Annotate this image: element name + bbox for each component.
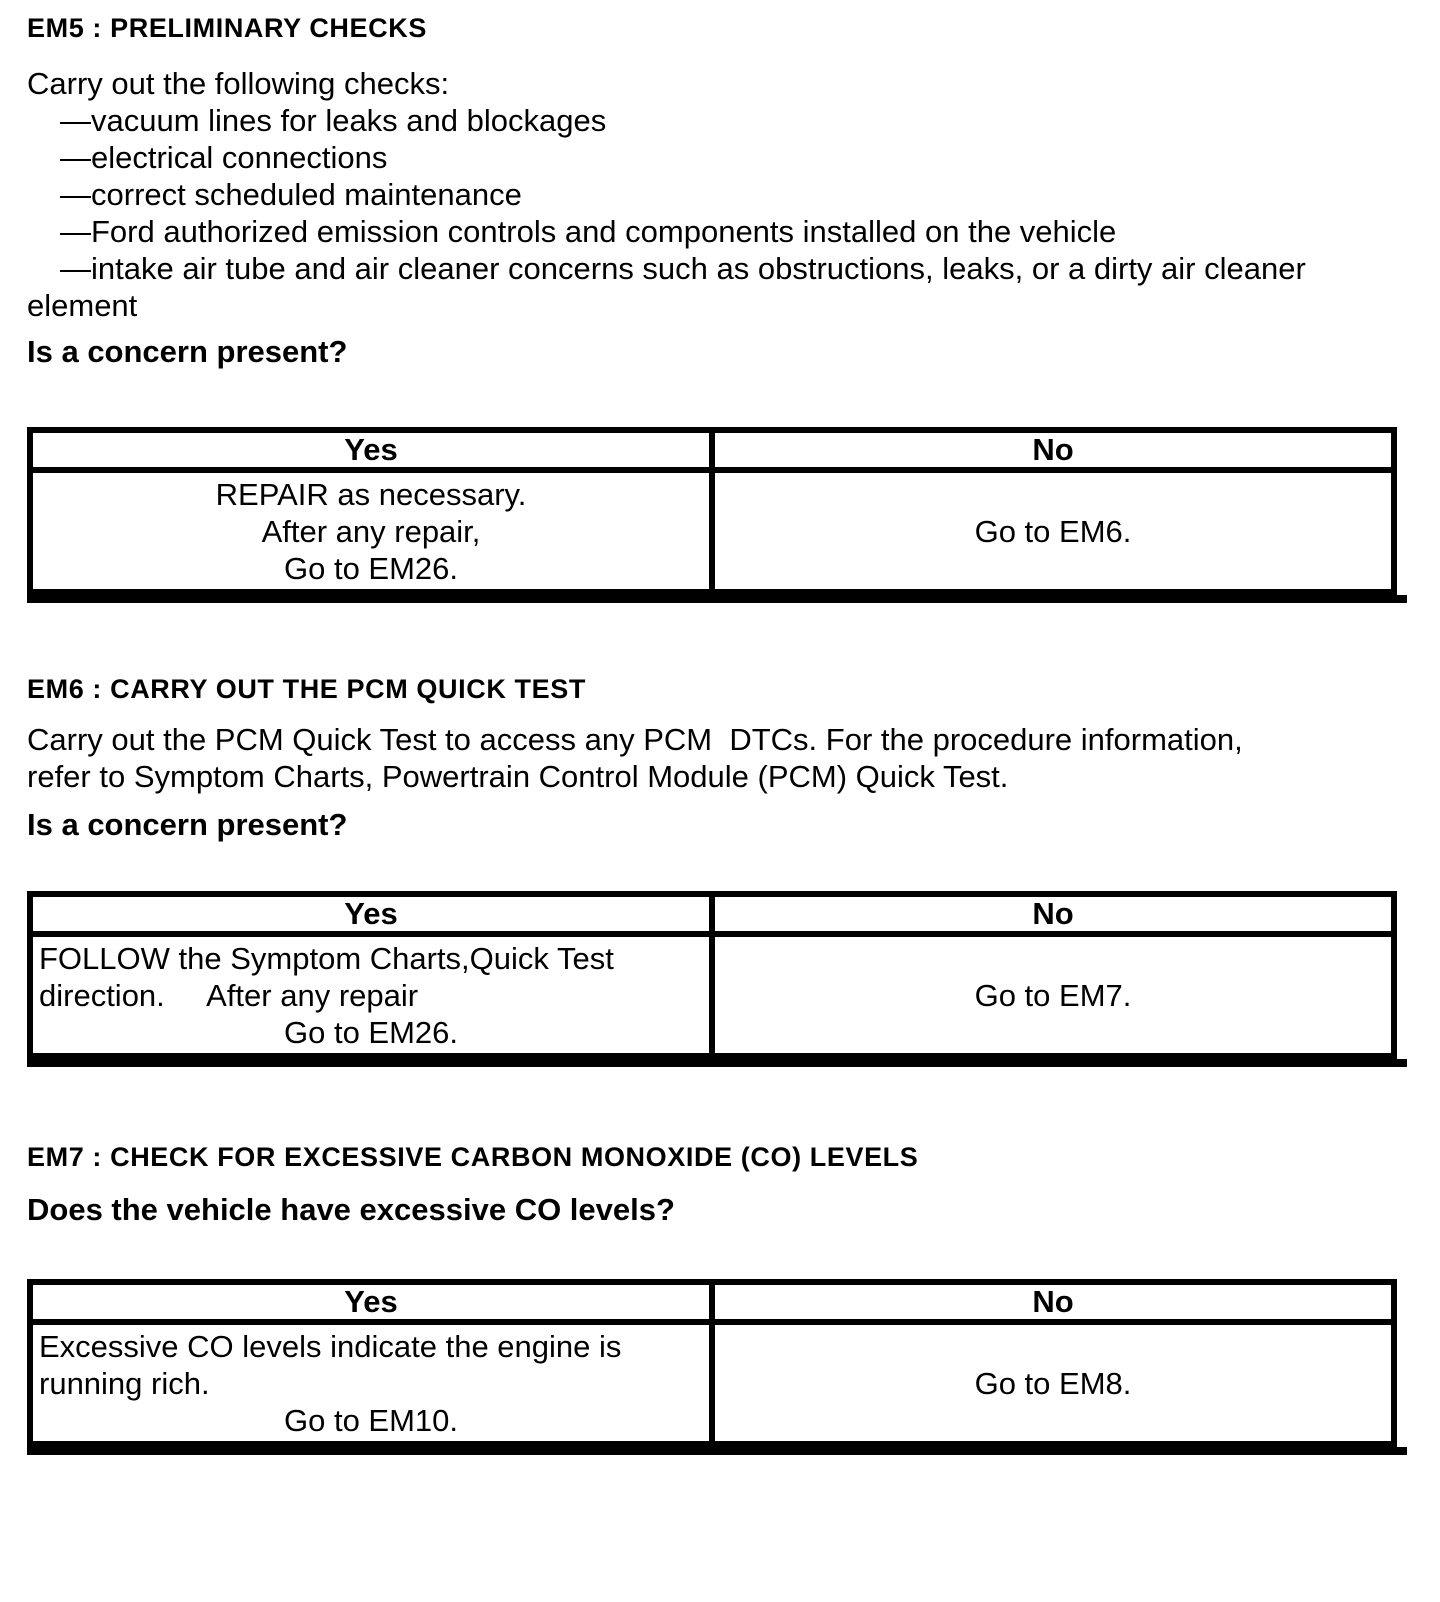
em7-yes-line: Excessive CO levels indicate the engine is — [39, 1328, 622, 1364]
section-divider — [27, 1059, 1407, 1067]
em6-question: Is a concern present? — [27, 807, 348, 842]
em5-decision-table — [27, 427, 1397, 595]
section-divider — [27, 595, 1407, 603]
em5-no-header: No — [712, 430, 1394, 470]
section-em7 — [27, 1141, 1413, 1455]
check-item-vacuum-lines: —vacuum lines for leaks and blockages — [60, 103, 607, 138]
check-item-scheduled-maintenance: —correct scheduled maintenance — [60, 177, 522, 212]
em7-yes-line: running rich. — [39, 1365, 210, 1401]
check-item-intake-air-continuation: element — [27, 288, 138, 323]
em6-table-header-row — [30, 894, 1394, 934]
em7-yes-header: Yes — [30, 1282, 712, 1322]
em7-heading: EM7 : CHECK FOR EXCESSIVE CARBON MONOXIDE (CO) LEVELS — [27, 1142, 919, 1172]
em7-question: Does the vehicle have excessive CO levels? — [27, 1192, 675, 1227]
em5-yes-line: Go to EM26. — [283, 550, 459, 586]
em6-yes-cell — [30, 934, 712, 1056]
em6-body-line1: Carry out the PCM Quick Test to access any PCM DTCs. For the procedure information, — [27, 722, 1243, 757]
em5-check-list — [27, 102, 1413, 324]
em5-no-action: Go to EM6. — [974, 513, 1132, 549]
section-em5 — [27, 12, 1413, 603]
em5-yes-cell — [30, 470, 712, 592]
check-item-emission-controls: —Ford authorized emission controls and components installed on the vehicle — [60, 214, 1117, 249]
em5-heading: EM5 : PRELIMINARY CHECKS — [27, 13, 427, 43]
em5-no-cell — [712, 470, 1394, 592]
em7-yes-line: Go to EM10. — [283, 1402, 459, 1438]
em5-intro: Carry out the following checks: — [27, 66, 450, 101]
em6-body-line2: refer to Symptom Charts, Powertrain Control Module (PCM) Quick Test. — [27, 759, 1009, 794]
em6-decision-table — [27, 891, 1397, 1059]
em6-yes-header: Yes — [30, 894, 712, 934]
check-item-intake-air: —intake air tube and air cleaner concerns such as obstructions, leaks, or a dirty air cleaner — [60, 251, 1306, 286]
em5-question: Is a concern present? — [27, 334, 348, 369]
em6-table-body-row — [30, 934, 1394, 1056]
em5-yes-line: REPAIR as necessary. — [215, 476, 527, 512]
section-divider — [27, 1447, 1407, 1455]
em6-yes-line: FOLLOW the Symptom Charts,Quick Test — [39, 940, 614, 976]
em7-no-cell — [712, 1322, 1394, 1444]
em7-no-header: No — [712, 1282, 1394, 1322]
em6-no-header: No — [712, 894, 1394, 934]
check-item-electrical-connections: —electrical connections — [60, 140, 388, 175]
em5-yes-line: After any repair, — [261, 513, 481, 549]
em7-decision-table — [27, 1279, 1397, 1447]
em7-table-header-row — [30, 1282, 1394, 1322]
em6-heading: EM6 : CARRY OUT THE PCM QUICK TEST — [27, 674, 586, 704]
em6-no-cell — [712, 934, 1394, 1056]
em7-table-body-row — [30, 1322, 1394, 1444]
em6-yes-line: direction. After any repair — [39, 977, 419, 1013]
em6-yes-line: Go to EM26. — [283, 1014, 459, 1050]
em7-no-action: Go to EM8. — [974, 1365, 1132, 1401]
em7-yes-cell — [30, 1322, 712, 1444]
em5-table-header-row — [30, 430, 1394, 470]
em5-yes-header: Yes — [30, 430, 712, 470]
em6-no-action: Go to EM7. — [974, 977, 1132, 1013]
section-em6 — [27, 673, 1413, 1067]
em5-table-body-row — [30, 470, 1394, 592]
